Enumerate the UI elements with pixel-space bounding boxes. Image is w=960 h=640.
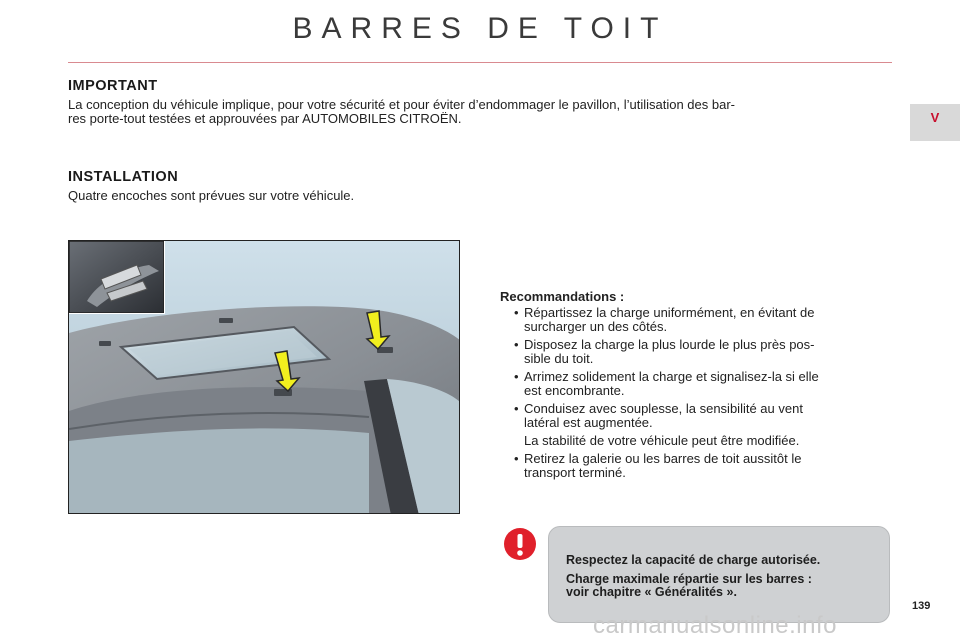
bullet: •	[514, 401, 519, 416]
list-item-line: Arrimez solidement la charge et signalisez-la si elle	[524, 369, 819, 384]
list-item-line: Disposez la charge la plus lourde le plus près pos-	[524, 337, 815, 352]
list-item	[500, 370, 895, 398]
exclamation-warning-icon	[503, 527, 537, 561]
stability-note: La stabilité de votre véhicule peut être modifiée.	[524, 433, 800, 448]
bullet: •	[514, 305, 519, 320]
list-item-line: Retirez la galerie ou les barres de toit aussitôt le	[524, 451, 802, 466]
important-text-line: La conception du véhicule implique, pour votre sécurité et pour éviter d’endommager le pavillon, l’utilisation des bar-	[68, 97, 735, 112]
page-title: BARRES DE TOIT	[292, 12, 668, 45]
list-item-line: surcharger un des côtés.	[524, 319, 668, 334]
bullet: •	[514, 337, 519, 352]
important-text-line: res porte-tout testées et approuvées par AUTOMOBILES CITROËN.	[68, 111, 462, 126]
recommendations-list	[500, 306, 895, 430]
recommendations	[500, 290, 895, 484]
list-item	[500, 452, 895, 480]
list-item-line: est encombrante.	[524, 383, 625, 398]
recommendations-title: Recommandations :	[500, 289, 625, 304]
important-text	[68, 98, 898, 126]
list-item-line: latéral est augmentée.	[524, 415, 653, 430]
installation-text: Quatre encoches sont prévues sur votre véhicule.	[68, 188, 355, 203]
list-item	[500, 338, 895, 366]
list-item-line: Conduisez avec souplesse, la sensibilité au vent	[524, 401, 803, 416]
watermark: carmanualsonline.info	[593, 612, 837, 639]
warning-box	[548, 526, 890, 623]
bullet: •	[514, 451, 519, 466]
list-item	[500, 306, 895, 334]
bullet: •	[514, 369, 519, 384]
list-item	[500, 402, 895, 430]
list-item-line: sible du toit.	[524, 351, 594, 366]
installation-heading: INSTALLATION	[68, 169, 179, 185]
page-number: 139	[912, 600, 931, 612]
title-divider	[68, 62, 892, 63]
recommendations-list	[500, 452, 895, 480]
car-roof-illustration	[68, 240, 460, 514]
warning-line: voir chapitre « Généralités ».	[566, 585, 737, 599]
list-item-line: Répartissez la charge uniformément, en évitant de	[524, 305, 815, 320]
warning-line: Charge maximale répartie sur les barres :	[566, 572, 812, 586]
warning-line: Respectez la capacité de charge autorisée.	[566, 553, 821, 567]
chapter-tab[interactable]: V	[910, 104, 960, 141]
list-item-line: transport terminé.	[524, 465, 626, 480]
important-heading: IMPORTANT	[68, 78, 158, 94]
